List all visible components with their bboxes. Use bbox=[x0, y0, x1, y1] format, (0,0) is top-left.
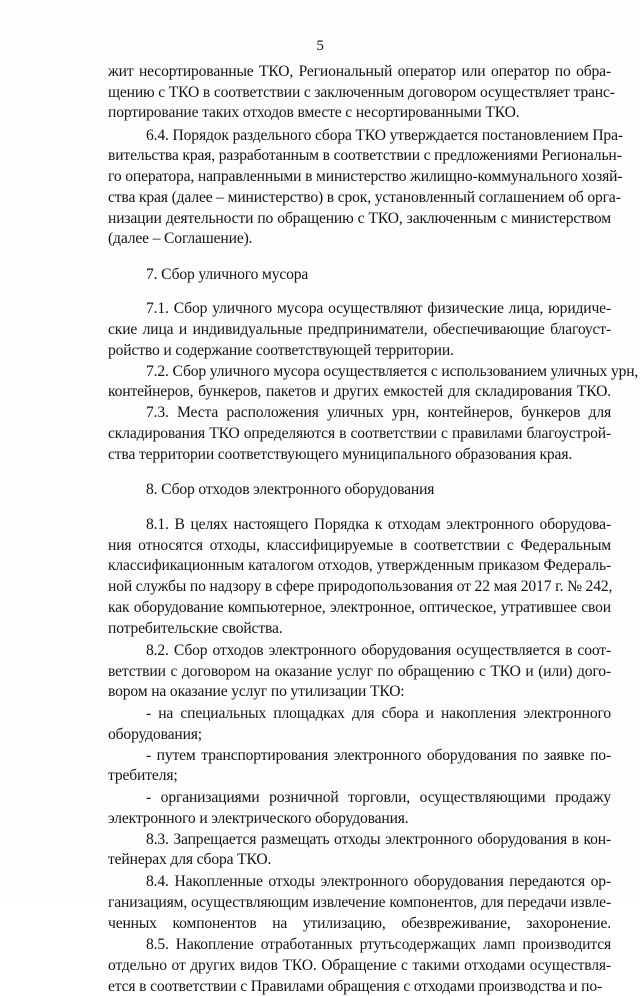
text-line: ется в соответствии с Правилами обращения с отходами производства и по- bbox=[108, 978, 603, 995]
text-line: классификационным каталогом отходов, утвержденным приказом Федераль- bbox=[108, 557, 611, 574]
text-line: ства края (далее – министерство) в срок, установленный соглашением об орга- bbox=[108, 189, 621, 206]
text-line: ной службы по надзору в сфере природопользования от 22 мая 2017 г. № 242, bbox=[108, 578, 613, 595]
section-heading: 7. Сбор уличного мусора bbox=[146, 266, 309, 283]
text-line: тейнерах для сбора ТКО. bbox=[108, 851, 272, 868]
page-number: 5 bbox=[316, 38, 324, 54]
text-line: потребительские свойства. bbox=[108, 620, 283, 637]
text-line: оборудования; bbox=[108, 726, 202, 743]
text-line: 7.3. Места расположения уличных урн, контейнеров, бункеров для bbox=[146, 404, 611, 421]
text-line: ства территории соответствующего муниципального образования края. bbox=[108, 446, 573, 463]
text-line: ния относятся отходы, классифицируемые в соответствии с Федеральным bbox=[108, 537, 611, 554]
text-line: низации деятельности по обращению с ТКО, заключенным с министерством bbox=[108, 210, 611, 227]
text-line: как оборудование компьютерное, электронное, оптическое, утратившее свои bbox=[108, 599, 611, 616]
text-line: 8.4. Накопленные отходы электронного оборудования передаются ор- bbox=[146, 873, 611, 890]
text-line: жит несортированные ТКО, Региональный оператор или оператор по обра- bbox=[108, 63, 611, 80]
text-line: требителя; bbox=[108, 767, 178, 784]
text-line: щению с ТКО в соответствии с заключенным договором осуществляет транс- bbox=[108, 84, 615, 101]
text-line: ройство и содержание соответствующей территории. bbox=[108, 342, 454, 359]
text-line: 6.4. Порядок раздельного сбора ТКО утверждается постановлением Пра- bbox=[146, 127, 623, 144]
text-line: 7.2. Сбор уличного мусора осуществляется с использованием уличных урн, bbox=[146, 363, 639, 380]
text-line: 8.3. Запрещается размещать отходы электронного оборудования в кон- bbox=[146, 831, 611, 848]
text-line: - организациями розничной торговли, осуществляющими продажу bbox=[146, 789, 611, 806]
text-line: ветствии с договором на оказание услуг по обращению с ТКО и (или) дого- bbox=[108, 663, 611, 680]
text-line: - на специальных площадках для сбора и накопления электронного bbox=[146, 705, 611, 722]
text-line: го оператора, направленными в министерство жилищно-коммунального хозяй- bbox=[108, 168, 623, 185]
text-line: ские лица и индивидуальные предприниматели, обеспечивающие благоуст- bbox=[108, 321, 611, 338]
text-line: ченных компонентов на утилизацию, обезвреживание, захоронение. bbox=[108, 915, 611, 932]
text-line: отдельно от других видов ТКО. Обращение с такими отходами осуществля- bbox=[108, 957, 611, 974]
text-line: вительства края, разработанным в соответствии с предложениями Региональн- bbox=[108, 147, 622, 164]
text-line: 7.1. Сбор уличного мусора осуществляют физические лица, юридиче- bbox=[146, 300, 611, 317]
section-heading: 8. Сбор отходов электронного оборудования bbox=[146, 481, 435, 498]
text-line: 8.1. В целях настоящего Порядка к отходам электронного оборудова- bbox=[146, 516, 611, 533]
text-line: - путем транспортирования электронного оборудования по заявке по- bbox=[146, 747, 611, 764]
text-line: 8.2. Сбор отходов электронного оборудования осуществляется в соот- bbox=[146, 642, 611, 659]
text-line: электронного и электрического оборудования. bbox=[108, 810, 409, 827]
text-line: складирования ТКО определяются в соответствии с правилами благоустрой- bbox=[108, 425, 611, 442]
text-line: вором на оказание услуг по утилизации ТКО: bbox=[108, 683, 405, 700]
text-line: контейнеров, бункеров, пакетов и других емкостей для складирования ТКО. bbox=[108, 383, 611, 400]
text-line: портирование таких отходов вместе с несортированными ТКО. bbox=[108, 104, 520, 121]
text-line: (далее – Соглашение). bbox=[108, 230, 253, 247]
text-line: 8.5. Накопление отработанных ртутьсодержащих ламп производится bbox=[146, 936, 611, 953]
text-line: ганизациям, осуществляющим извлечение компонентов, для передачи извле- bbox=[108, 894, 611, 911]
